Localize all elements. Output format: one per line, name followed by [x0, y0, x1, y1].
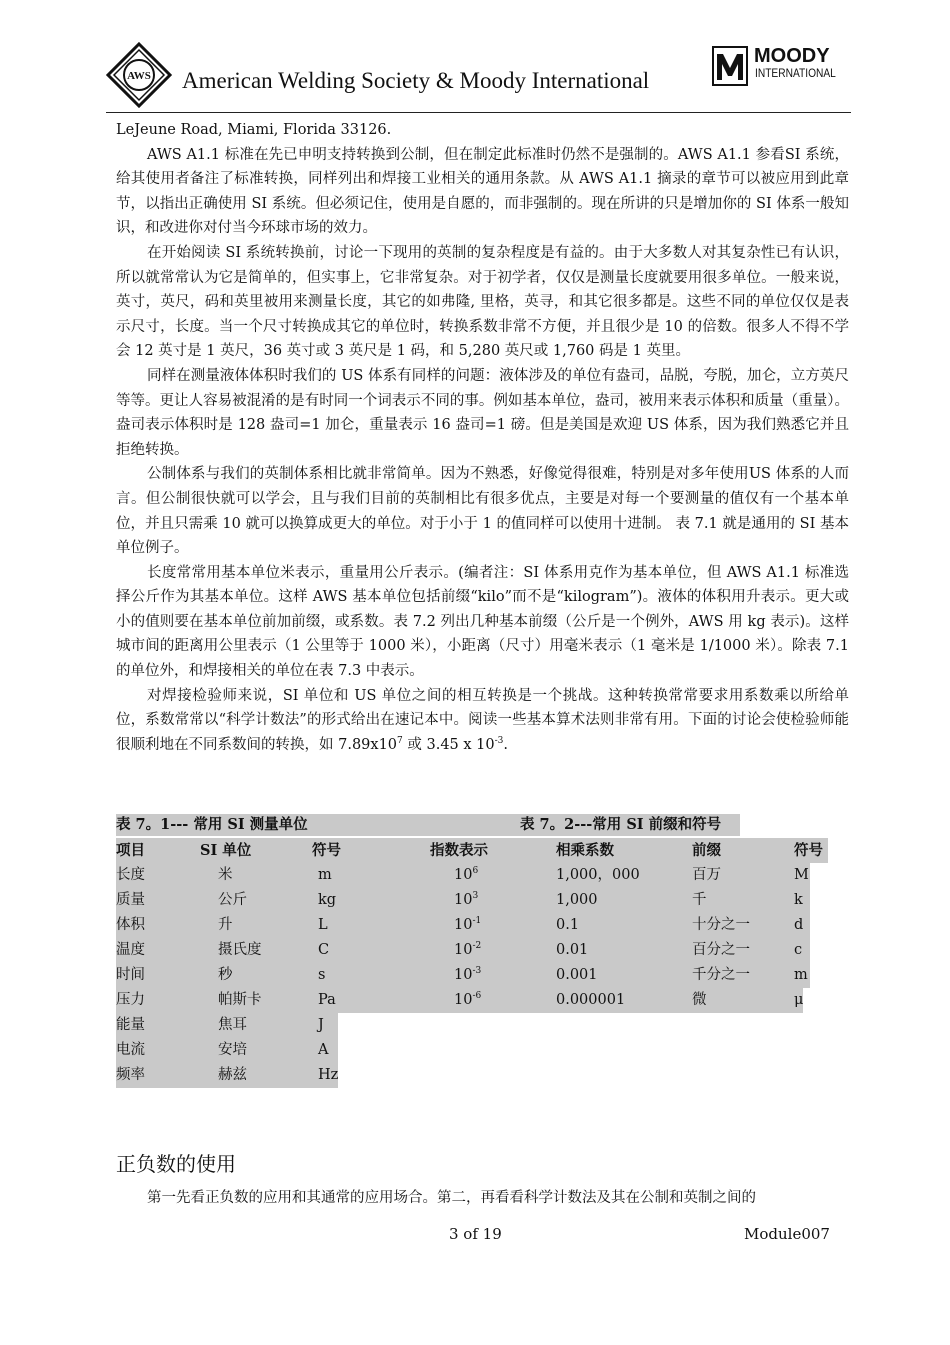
exponent-power: -3: [472, 966, 482, 977]
table-cell-prefix: 百万: [692, 867, 721, 883]
exponent-notation: [454, 963, 481, 988]
table-row: [430, 938, 810, 963]
exponent-notation: [454, 863, 478, 888]
table-row: [116, 863, 430, 888]
table1-header-unit: SI 单位: [200, 842, 252, 859]
table-cell: 秒: [218, 967, 233, 983]
table-cell-prefix: 微: [692, 992, 707, 1008]
paragraph-text: .: [503, 736, 509, 753]
page-header: [106, 40, 851, 113]
table-cell: 压力: [116, 992, 145, 1008]
table-cell: 帕斯卡: [218, 992, 262, 1008]
table-cell: J: [318, 1017, 324, 1033]
table-row: [116, 988, 430, 1013]
table-cell: m: [318, 867, 332, 883]
table-cell: 米: [218, 867, 233, 883]
table-cell-symbol: d: [794, 917, 804, 933]
table-cell: s: [318, 967, 326, 983]
table-cell-symbol: μ: [794, 992, 804, 1008]
table-cell: 长度: [116, 867, 145, 883]
table-row: [430, 913, 810, 938]
table-cell: 能量: [116, 1017, 145, 1033]
table-cell-prefix: 千: [692, 892, 707, 908]
exponent-power: 3: [472, 891, 479, 902]
table1-header-symbol: 符号: [312, 842, 341, 859]
table-cell: 焦耳: [218, 1017, 247, 1033]
exponent-base: 10: [454, 917, 473, 933]
table2-header-factor: 相乘系数: [556, 842, 614, 859]
table-cell-prefix: 百分之一: [692, 942, 750, 958]
table-cell: C: [318, 942, 330, 958]
body-text: [116, 118, 849, 757]
section-heading: 正负数的使用: [116, 1152, 236, 1176]
exponent-base: 10: [454, 942, 473, 958]
paragraph: 公制体系与我们的英制体系相比就非常简单。因为不熟悉，好像觉得很难，特别是对多年使用US 体系的人而言。但公制很快就可以学会，且与我们目前的英制相比有很多优点，主要是对每一个要测量的值仅有一个基本单位，并且只需乘 10 就可以换算成更大的单位。对于小于 1 的值同样可以使用十进制。 表 7.1 就是通用的 SI 基本单位例子。: [116, 466, 849, 557]
table-cell-symbol: m: [794, 967, 808, 983]
paragraph-text: 或 3.45 x 10: [402, 736, 495, 753]
page-number: 3 of 19: [449, 1225, 502, 1243]
table-cell: L: [318, 917, 328, 933]
exponent-power: -1: [472, 916, 482, 927]
header-title: American Welding Society & Moody International: [182, 68, 650, 93]
table1-header-item: 项目: [116, 842, 145, 859]
table-cell-factor: 1,000，000: [556, 867, 640, 883]
table-cell: 时间: [116, 967, 145, 983]
table-row: [116, 938, 430, 963]
table1: [116, 863, 430, 1088]
table-cell-symbol: c: [794, 942, 803, 958]
moody-logo-sub: INTERNATIONAL: [755, 66, 836, 80]
table-row: [116, 1038, 338, 1063]
table-row: [430, 988, 810, 1013]
exponent-notation: [454, 913, 481, 938]
table-cell-factor: 0.1: [556, 917, 580, 933]
paragraph: LeJeune Road, Miami, Florida 33126.: [116, 122, 392, 138]
paragraph: AWS A1.1 标准在先已申明支持转换到公制，但在制定此标准时仍然不是强制的。AWS A1.1 参看SI 系统，给其使用者备注了标准转换，同样列出和焊接工业相关的通用条款。从 AWS A1.1 摘录的章节可以被应用到此章节，以指出正确使用 SI 系统。但必须记住，使用是自愿的，而非强制的。现在所讲的只是增加你的 SI 体系一般知识，和改进你对付当今环球市场的效力。: [116, 146, 849, 237]
table-row: [116, 1013, 338, 1038]
paragraph-text: 对焊接检验师来说，SI 单位和 US 单位之间的相互转换是一个挑战。这种转换常常要求用系数乘以所给单位，系数常常以“科学计数法”的形式给出在速记本中。阅读一些基本算术法则非常有用。下面的讨论会使检验师能很顺利地在不同系数间的转换，如 7.89x10: [116, 687, 849, 753]
row-shading: [430, 963, 810, 988]
table-cell-prefix: 千分之一: [692, 967, 750, 983]
exponent-notation: [454, 888, 478, 913]
table-cell: 安培: [218, 1042, 247, 1058]
table2-header-exp: 指数表示: [430, 842, 488, 859]
table-cell-factor: 0.000001: [556, 992, 626, 1008]
table-cell-prefix: 十分之一: [692, 917, 750, 933]
exponent-power: -6: [472, 991, 482, 1002]
table-row: [430, 863, 810, 888]
row-shading: [430, 938, 810, 963]
exponent: -3: [494, 736, 504, 747]
row-shading: [430, 913, 810, 938]
moody-logo-name: MOODY: [754, 45, 830, 67]
exponent-base: 10: [454, 867, 473, 883]
exponent-base: 10: [454, 967, 473, 983]
paragraph: 长度常常用基本单位米表示，重量用公斤表示。(编者注：SI 体系用克作为基本单位，但 AWS A1.1 标准选择公斤作为其基本单位。这样 AWS 基本单位包括前缀“kilo”而不是“kilogram”)。液体的体积用升表示。更大或小的值则要在基本单位前加前缀，或系数。表 7.2 列出几种基本前缀（公斤是一个例外，AWS 用 kg 表示)。这样城市间的距离用公里表示（1 公里等于 1000 米），小距离（尺寸）用毫米表示（1 毫米是 1/1000 米）。除表 7.1 的单位外，和焊接相关的单位在表 7.3 中表示。: [116, 564, 849, 680]
table-cell-factor: 0.001: [556, 967, 598, 983]
table-cell-symbol: M: [794, 867, 809, 883]
paragraph: 同样在测量液体体积时我们的 US 体系有同样的问题：液体涉及的单位有盎司，品脱，夸脱，加仑，立方英尺等等。更让人容易被混淆的是有时同一个词表示不同的事。例如基本单位，盎司，被用来表示体积和质量（重量）。盎司表示体积时是 128 盎司=1 加仑，重量表示 16 盎司=1 磅。但是美国是欢迎 US 体系，因为我们熟悉它并且拒绝转换。: [116, 367, 849, 458]
table-cell: 质量: [116, 892, 145, 908]
table-row: [430, 963, 810, 988]
aws-logo: [106, 42, 172, 108]
table1-caption: 表 7。1--- 常用 SI 测量单位: [116, 814, 520, 836]
table2: [430, 863, 810, 1013]
table-cell: 体积: [116, 917, 145, 933]
exponent-base: 10: [454, 892, 473, 908]
table-cell: Hz: [318, 1067, 339, 1083]
exponent-power: 6: [472, 866, 479, 877]
table-cell: 温度: [116, 942, 145, 958]
table-cell: 频率: [116, 1067, 145, 1083]
exponent-base: 10: [454, 992, 473, 1008]
table-row: [116, 888, 430, 913]
table-row: [116, 913, 430, 938]
moody-logo-icon: [712, 46, 748, 86]
table-row: [116, 1063, 338, 1088]
aws-logo-text: AWS: [127, 70, 151, 82]
table-cell: 升: [218, 917, 233, 933]
table2-header-symbol: 符号: [794, 842, 823, 859]
table2-caption: 表 7。2---常用 SI 前缀和符号: [520, 814, 740, 836]
table-cell-factor: 1,000: [556, 892, 598, 908]
table-cell: 赫兹: [218, 1067, 247, 1083]
table-cell: Pa: [318, 992, 336, 1008]
exponent-notation: [454, 988, 481, 1013]
paragraph: 在开始阅读 SI 系统转换前，讨论一下现用的英制的复杂程度是有益的。由于大多数人对其复杂性已有认识，所以就常常认为它是简单的，但实事上，它非常复杂。对于初学者，仅仅是测量长度就要用很多单位。一般来说，英寸，英尺，码和英里被用来测量长度，其它的如弗隆, 里格，英寻，和其它很多都是。这些不同的单位仅仅是表示尺寸，长度。当一个尺寸转换成其它的单位时，转换系数非常不方便，并且很少是 10 的倍数。很多人不得不学会 12 英寸是 1 英尺，36 英寸或 3 英尺是 1 码，和 5,280 英尺或 1,760 码是 1 英里。: [116, 244, 849, 360]
table-cell: kg: [318, 892, 337, 908]
paragraph: [116, 684, 849, 758]
exponent-notation: [454, 938, 481, 963]
table-cell-factor: 0.01: [556, 942, 589, 958]
paragraph: 第一先看正负数的应用和其通常的应用场合。第二，再看看科学计数法及其在公制和英制之间的: [147, 1190, 756, 1206]
tables-header: [116, 838, 828, 863]
table-row: [116, 963, 430, 988]
table-cell: 摄氏度: [218, 942, 262, 958]
table-cell: 公斤: [218, 892, 247, 908]
module-name: Module007: [744, 1225, 830, 1243]
exponent-power: -2: [472, 941, 482, 952]
table-row: [430, 888, 810, 913]
table-cell: 电流: [116, 1042, 145, 1058]
table-cell-symbol: k: [794, 892, 803, 908]
row-shading: [430, 888, 810, 913]
exponent: 7: [397, 736, 403, 747]
table-cell: A: [318, 1042, 329, 1058]
table2-header-prefix: 前缀: [692, 842, 721, 859]
table-header-row: [116, 838, 828, 863]
